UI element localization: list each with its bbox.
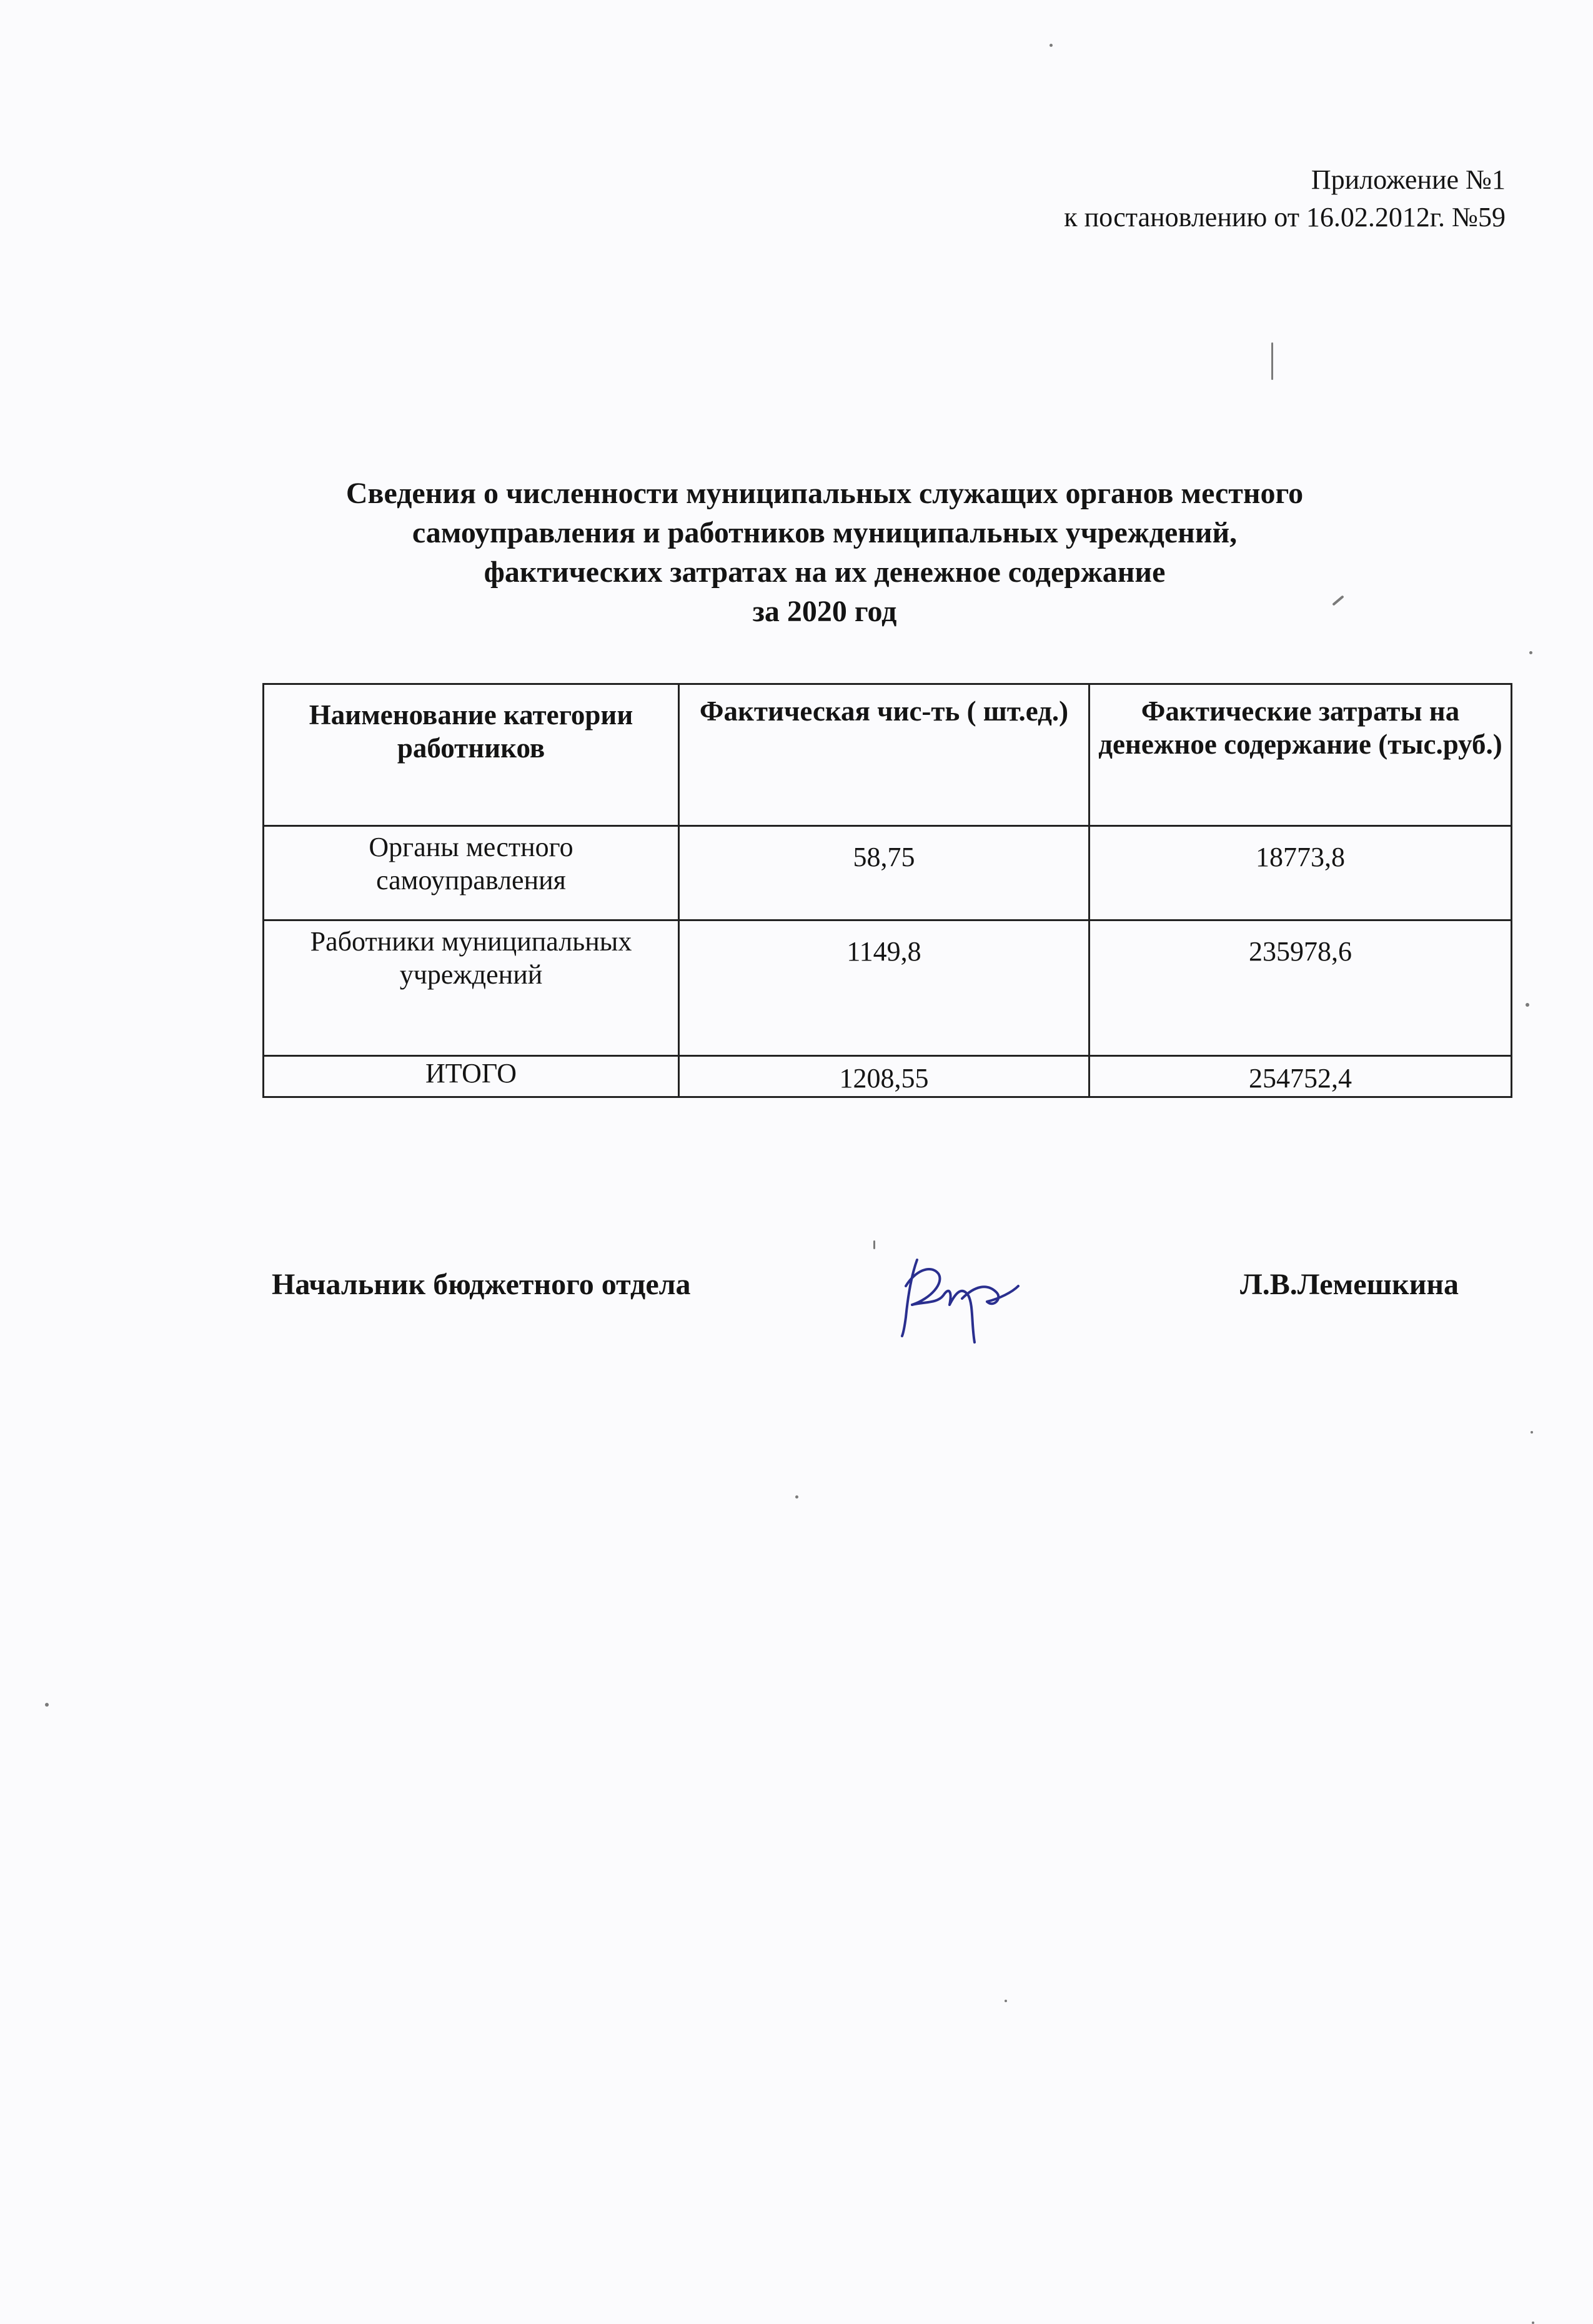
signature-block	[272, 1249, 1459, 1355]
table-row	[264, 920, 1512, 1056]
total-label: ИТОГО	[264, 1056, 679, 1097]
row-category: Работники муниципальных учреждений	[264, 920, 679, 1056]
row-cost: 18773,8	[1089, 826, 1512, 920]
signatory-name: Л.В.Лемешкина	[1239, 1268, 1459, 1301]
scan-speck	[1531, 1431, 1533, 1434]
title-line-2: самоуправления и работников муниципальных учреждений,	[412, 516, 1238, 549]
row-category: Органы местного самоуправления	[264, 826, 679, 920]
row-count: 1149,8	[679, 920, 1089, 1056]
title-line-1: Сведения о численности муниципальных служащих органов местного	[345, 477, 1304, 510]
table-header-row	[264, 684, 1512, 826]
signatory-position: Начальник бюджетного отдела	[272, 1268, 691, 1301]
scan-speck	[1271, 342, 1273, 380]
row-count: 58,75	[679, 826, 1089, 920]
scan-speck	[1005, 2000, 1007, 2002]
scan-speck	[795, 1495, 798, 1499]
total-cost: 254752,4	[1089, 1056, 1512, 1097]
title-line-4: за 2020 год	[752, 595, 897, 628]
document-title	[187, 474, 1462, 631]
scan-speck	[1532, 2322, 1534, 2324]
title-line-3: фактических затратах на их денежное содержание	[484, 556, 1166, 589]
scan-speck	[1050, 44, 1053, 47]
header-count: Фактическая чис-ть ( шт.ед.)	[679, 684, 1089, 826]
scan-speck	[1526, 1003, 1529, 1007]
header-category: Наименование категории работников	[264, 684, 679, 826]
scan-speck	[1529, 651, 1532, 654]
table-total-row	[264, 1056, 1512, 1097]
total-count: 1208,55	[679, 1056, 1089, 1097]
handwritten-signature	[887, 1249, 1025, 1355]
scan-speck	[873, 1240, 875, 1249]
staff-cost-table	[262, 683, 1512, 1098]
header-cost: Фактические затраты на денежное содержание (тыс.руб.)	[1089, 684, 1512, 826]
row-cost: 235978,6	[1089, 920, 1512, 1056]
table-row	[264, 826, 1512, 920]
attachment-title: Приложение №1	[1311, 164, 1506, 195]
attachment-reference: к постановлению от 16.02.2012г. №59	[1064, 202, 1506, 232]
scan-speck	[45, 1703, 49, 1707]
attachment-note	[1064, 161, 1506, 236]
